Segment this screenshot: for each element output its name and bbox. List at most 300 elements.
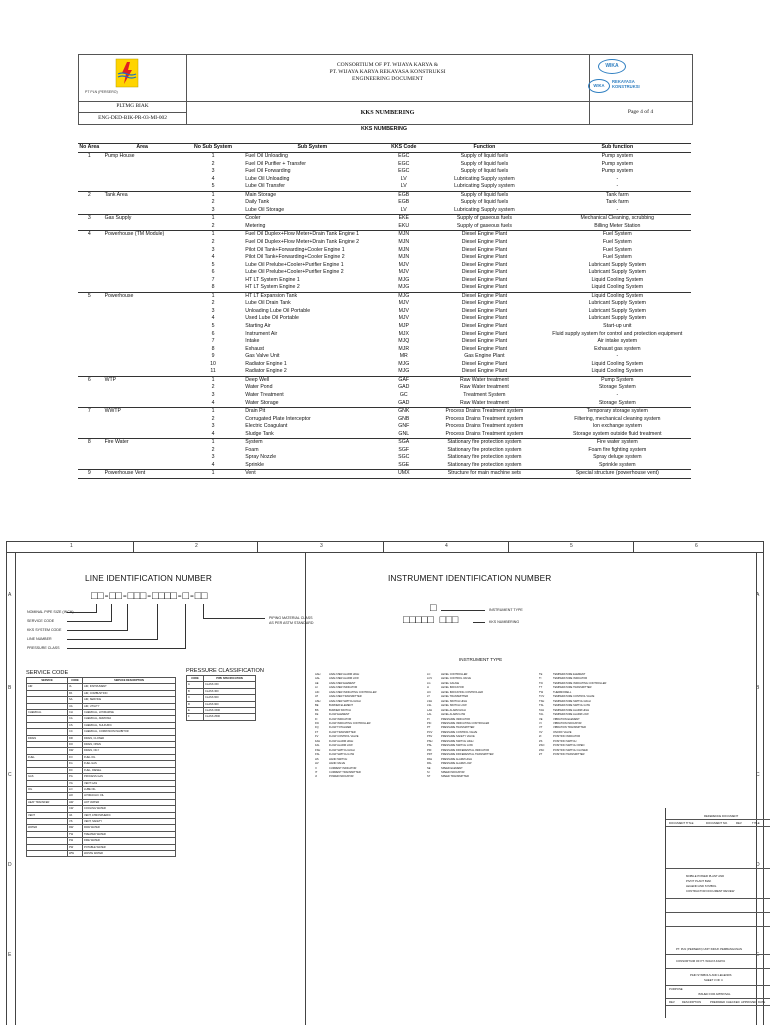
instrument-description: TEMPERATURE INDICATING CONTROLLER [553,681,607,685]
instrument-code: AIC [315,690,320,694]
cell-no-area [78,223,101,231]
cell-no-area [78,247,101,255]
svc-cell-code: CS [68,722,83,728]
svc-cell-code: PW [68,844,83,850]
cell-no-sub-system: 2 [211,446,215,453]
pc-cell-spec: CLASS 2500 [204,714,256,720]
cell-no-sub-system: 3 [211,246,215,253]
instrument-code: PSV [427,735,433,739]
svc-cell-service: GAS [27,774,68,780]
ruler-number: 3 [320,543,323,549]
cell-no-area [78,300,101,308]
cell-no-sub-system: 3 [211,391,215,398]
svc-cell-description: AIR, SERVICE [83,697,176,703]
cell-sub-function: Sprinkle system [598,461,636,468]
instrument-description: PRESSURE INDICATOR [441,717,471,721]
svc-cell-description: CHEMICAL, HYDRAZINE [83,710,176,716]
instrument-code: AE [315,681,319,685]
cell-no-area [78,277,101,285]
instrument-description: ON/OFF VALVE [553,730,572,734]
kks-row [78,447,691,455]
cell-no-sub-system: 11 [210,368,216,375]
cell-function: Raw Water treatment [425,376,543,384]
svc-cell-description: RAW WATER [83,825,176,831]
cell-sub-function: Lubricant Supply System [588,261,646,268]
cell-area [101,416,184,424]
instrument-description: LEVEL ALARM HIGH [441,708,466,712]
cell-function: Diesel Engine Plant [461,276,508,283]
cell-area: Fire Water [101,439,184,447]
cell-kks-code: EKU [398,222,410,229]
cell-kks-code: MR [399,353,408,360]
instrument-code: FAH [315,739,321,743]
drawing-title: P&ID SYMBOLS AND LEGENDS [690,973,732,977]
instrument-code: PSL [427,744,432,748]
svc-cell-code: WW [68,850,83,856]
instrument-description: FLOW ALARM LOW [329,744,353,748]
cell-function: Lubricating Supply system [454,183,515,190]
cell-area [101,338,184,346]
ruler-tick [133,542,134,552]
cell-no-area [78,269,101,277]
cell-area [101,199,184,207]
svc-cell-code: HW [68,799,83,805]
instrument-description: LEVEL TRANSMITTER [441,695,469,699]
cell-sub-system: Vent [242,470,382,479]
cell-sub-function: Foam fire fighting system [588,446,647,453]
instrument-code: ZT [539,753,543,757]
cell-no-sub-system: 5 [211,183,215,190]
cell-kks-code: GC [399,391,408,398]
svc-cell-service: DRAIN [27,735,68,741]
pc-cell-code: E [187,708,204,714]
instrument-code: TSL [539,704,544,708]
instrument-code: FIC [315,721,320,725]
cell-kks-code: EGC [398,168,410,175]
cell-area: Powerhouse [101,292,184,300]
svc-cell-service: FUEL [27,754,68,760]
cell-area [101,353,184,361]
project-line: LEGEND AND SYMBOL [686,884,717,888]
instrument-description: ANALYZER INDICATOR [329,686,358,690]
instrument-code: FAL [315,744,320,748]
cell-function: Stationary fire protection system [425,439,543,447]
cell-no-sub-system: 9 [211,353,215,360]
cell-sub-function: Fuel System [602,239,632,246]
kks-row [78,176,691,184]
instrument-description: LEVEL INDICATOR [441,686,464,690]
svc-cell-description: AIR, INSTRUMENT [83,684,176,690]
cell-no-sub-system: 1 [184,231,242,239]
svc-cell-code: SA [68,697,83,703]
cell-area [101,262,184,270]
kks-row [78,416,691,424]
cell-sub-system: HT LT System Engine 1 [245,276,300,283]
cell-no-sub-system: 2 [211,300,215,307]
cell-sub-function: Liquid Cooling System [544,292,691,300]
leader-line [67,648,186,649]
cell-sub-system: Intake [245,338,260,345]
instrument-code: TCV [539,695,545,699]
cell-area: Pump House [104,153,135,159]
cell-no-area [78,454,101,462]
instrument-code: AI [315,686,318,690]
kks-row [78,323,691,331]
instrument-type-list-2 [427,673,493,780]
cell-no-area [78,315,101,323]
instrument-description: FLOW ELEMENT [329,713,350,717]
cell-sub-function: - [616,206,619,213]
cell-no-area [78,239,101,247]
wika-rekayasa-line: REKAYASA [612,79,635,84]
cell-function: Diesel Engine Plant [461,300,508,307]
leader-line [185,604,186,648]
svc-cell-description: VENT GAS [83,780,176,786]
instrument-description: LEVEL ALARM LOW [441,713,466,717]
pc-col-spec: PIPE SPECIFICATION [204,676,256,682]
line-label: PRESSURE CLASS [27,646,60,650]
instrument-description: PRESSURE ALARM LOW [441,762,472,766]
cell-sub-system: Fuel Oil Purifier + Transfer [245,160,306,167]
cell-kks-code: EGB [382,191,425,199]
kks-row [78,215,691,223]
cell-sub-system: Lube Oil Prelube+Cooler+Purifier Engine 2 [245,269,344,276]
leader-line [203,604,204,618]
cell-function: Diesel Engine Plant [461,246,508,253]
cell-kks-code: GNB [398,415,410,422]
kks-row [78,247,691,255]
cell-no-area [78,384,101,392]
instrument-code: LC [427,673,431,676]
line-id-format: □□-□□-□□□-□□□□-□-□□ [91,591,207,603]
svc-cell-description: FUEL, DIESEL [83,767,176,773]
consortium-line: CONSORTIUM OF PT. WIJAYA KARYA & [336,62,439,68]
cell-sub-function: Temporary storage system [544,408,691,416]
cell-sub-system: Deep Well [242,376,382,384]
cell-sub-system: Corrugated Plate Interceptor [245,415,311,422]
cell-function: Raw Water treatment [459,384,509,391]
cell-no-sub-system: 8 [211,284,215,291]
title-block-line [666,819,770,820]
cell-kks-code: GNL [398,430,410,437]
kks-row [78,346,691,354]
instrument-description: PRESSURE INDICATING CONTROLLER [441,721,490,725]
title-block-line [666,826,770,827]
kks-number-boxes: □□□□□ □□□ [403,615,458,627]
cell-function: Supply of gaseous fuels [425,215,543,223]
instrument-description: HAND VALVE [329,762,346,766]
document-number: ENG-DED-BIK-PR-03-MI-002 [79,112,187,124]
svc-cell-code: CA [68,716,83,722]
wika-logo: WIKA [598,59,626,74]
instrument-code: FI [315,717,318,721]
cell-kks-code: EGC [398,160,410,167]
cell-area: WWTP [101,408,184,416]
ruler-number: 4 [445,543,448,549]
ruler-number: 6 [695,543,698,549]
cell-sub-function: Liquid Cooling System [591,368,644,375]
svc-cell-description: VENT, SAFETY [83,818,176,824]
cell-function: Diesel Engine Plant [461,338,508,345]
cell-sub-system: Electric Coagulant [245,423,288,430]
cell-no-area: 6 [78,376,101,384]
cell-no-area [78,361,101,369]
col-kks-code: KKS Code [382,144,425,153]
cell-no-sub-system: 6 [211,330,215,337]
kks-row [78,431,691,439]
instrument-description: LEVEL SWITCH LOW [441,704,467,708]
cell-function: Supply of liquid fuels [460,160,509,167]
cell-sub-system: Drain Pit [242,408,382,416]
cell-area [101,254,184,262]
cell-area [101,247,184,255]
cell-kks-code: EKE [382,215,425,223]
page-number: Page 4 of 4 [627,109,654,115]
instrument-description: POSITION SWITCH OPEN [553,744,585,748]
title-block-line [666,898,770,899]
cell-no-area: 8 [78,439,101,447]
instrument-code: LSH [427,699,433,703]
cell-sub-function: - [616,183,619,190]
cell-function: Raw Water treatment [459,399,509,406]
cell-sub-function: Ion exchange system [592,423,642,430]
instrument-code: ZSC [539,748,545,752]
kks-row [78,223,691,231]
kks-row [78,300,691,308]
svc-cell-description: DRAIN, CLOSED [83,735,176,741]
pc-cell-spec: CLASS 1500 [204,708,256,714]
cell-no-area [78,447,101,455]
pln-caption: PT PLN (PERSERO) [85,90,118,94]
cell-no-sub-system: 10 [210,360,216,367]
kks-row [78,392,691,400]
cell-sub-system: Starting Air [245,323,271,330]
instrument-code: LT [427,695,430,699]
title-block-line [666,998,770,999]
cell-area [101,308,184,316]
svc-cell-code: DO [68,742,83,748]
cell-kks-code: MJR [398,345,410,352]
cell-kks-code: MJX [398,330,409,337]
cell-sub-function: Special structure (powerhouse vent) [544,470,691,479]
instrument-description: TEMPERATURE SWITCH LOW [553,704,590,708]
cell-kks-code: MJN [398,254,410,261]
ruler-tick [633,542,634,552]
instrument-code: FQ [315,726,319,730]
cell-no-sub-system: 7 [211,276,215,283]
ruler-number: 1 [70,543,73,549]
cell-sub-system: Spray Nozzle [245,454,277,461]
instrument-code: AT [315,695,319,699]
instrument-description: TEMPERATURE ALARM HIGH [553,708,590,712]
svc-cell-service [27,850,68,856]
instrument-code: LIC [427,690,432,694]
instrument-description: HAND SWITCH [329,757,348,761]
instrument-code: JI [315,775,318,779]
wika-rekayasa-logo [588,78,652,94]
kks-row [78,183,691,191]
leader-line [67,621,112,622]
col-area: Area [101,144,184,153]
instrument-code: LCV [427,677,433,681]
leader-line [111,604,112,621]
cell-area: Tank Area [101,191,184,199]
instrument-description: ANALYZER ALARM LOW [329,677,359,681]
svc-cell-service: CHEMICAL [27,710,68,716]
cell-sub-system: Sprinkle [245,461,264,468]
svc-col-code: CODE [68,678,83,684]
cell-no-area: 2 [78,191,101,199]
reference-title: REFERENCE DOCUMENT [704,814,739,818]
cell-area [101,300,184,308]
instrument-type-item [539,753,606,757]
cell-area [101,431,184,439]
instrument-code: ST [427,775,431,779]
instrument-code: FSH [315,748,321,752]
svc-cell-description: CHEMICAL, CORROSION INHIBITOR [83,729,176,735]
kks-row [78,231,691,239]
instrument-description: FLOW INDICATING CONTROLLER [329,721,371,725]
pc-cell-code: A [187,682,204,688]
instrument-description: TEMPERATURE ELEMENT [553,673,586,676]
cell-kks-code: LV [400,206,407,213]
cell-function: Diesel Engine Plant [461,269,508,276]
instrument-code: VI [539,721,542,725]
cell-sub-function: Lubricant Supply System [588,269,646,276]
cell-area [101,239,184,247]
instrument-id-title: INSTRUMENT IDENTIFICATION NUMBER [388,573,552,583]
instrument-code: TSH [539,699,545,703]
svc-cell-description: TREATED WATER [83,831,176,837]
instrument-code: PAH [427,757,433,761]
ref-header: DOCUMENT NO. [706,821,728,825]
cell-kks-code: MJG [398,360,410,367]
cell-kks-code: MJN [398,239,410,246]
cell-area [101,284,184,292]
cell-kks-code: LV [400,183,407,190]
instrument-description: PRESSURE ALARM HIGH [441,757,472,761]
cell-no-sub-system: 1 [184,292,242,300]
cell-sub-system: Fuel Oil Forwarding [245,168,291,175]
instrument-description: ANALYZER INDICATING CONTROLLER [329,690,377,694]
kks-row [78,284,691,292]
cell-sub-system: Radiator Engine 2 [245,368,287,375]
col-no-sub-system: No Sub System [184,144,242,153]
cell-function: Diesel Engine Plant [461,360,508,367]
rev-header: REV [669,1000,675,1004]
pc-cell-code: B [187,688,204,694]
col-function: Function [425,144,543,153]
cell-sub-system: Used Lube Oil Portable [245,315,299,322]
kks-row [78,315,691,323]
kks-row [78,439,691,447]
cell-sub-system: Daily Tank [245,199,270,206]
ref-header: DOCUMENT TITLE [669,821,694,825]
instrument-description: LEVEL SWITCH HIGH [441,699,468,703]
instrument-description: PRESSURE TRANSMITTER [441,726,475,730]
instrument-description: TEMPERATURE CONTROL VALVE [553,695,595,699]
leader-line [441,610,485,611]
cell-area: Gas Supply [101,215,184,223]
cell-no-area [78,262,101,270]
cell-kks-code: EGC [398,153,410,159]
leader-line [127,604,128,630]
instrument-label: INSTRUMENT TYPE [489,608,523,612]
cell-sub-system: Sludge Tank [245,430,274,437]
line-label: SERVICE CODE [27,619,55,623]
cell-sub-system: HT LT Expansion Tank [242,292,382,300]
cell-function: Gas Engine Plant [464,353,505,360]
instrument-code: ZS [539,739,543,743]
kks-row [78,462,691,470]
instrument-code: VE [539,717,543,721]
instrument-code: SI [427,770,430,774]
instrument-code: AAH [315,673,321,676]
cell-no-sub-system: 4 [211,399,215,406]
ref-header: TITLE [752,821,760,825]
piping-class-note: AS PER ASTM STANDARD [269,621,314,625]
col-sub-function: Sub function [544,144,691,153]
cell-sub-system: Radiator Engine 1 [245,360,287,367]
cell-sub-system: Lube Oil Unloading [245,175,290,182]
cell-kks-code: UMX [382,470,425,479]
ruler-number: 5 [570,543,573,549]
svc-col-service: SERVICE [27,678,68,684]
instrument-description: PRESSURE DIFFERENTIAL INDICATOR [441,748,490,752]
kks-row [78,277,691,285]
instrument-type-title: INSTRUMENT TYPE [459,657,503,662]
cell-no-area [78,338,101,346]
cell-no-area [78,346,101,354]
svc-cell-service: AIR [27,684,68,690]
sheet-number: SHEET 3 OF 4 [704,978,723,982]
instrument-type-item [427,775,493,779]
instrument-code: BE [315,704,319,708]
cell-sub-system: Lube Oil Storage [245,206,285,213]
instrument-description: TEMPERATURE ALARM LOW [553,713,589,717]
svc-cell-description: FIRE WATER [83,838,176,844]
cell-sub-system: Lube Oil Drain Tank [245,300,291,307]
cell-sub-system: Pilot Oil Tank+Forwarding+Cooler Engine 2 [245,254,345,261]
pc-cell-code: F [187,714,204,720]
kks-row [78,353,691,361]
instrument-code: PSH [427,739,433,743]
kks-row [78,338,691,346]
pln-logo-icon [115,58,139,88]
kks-row [78,262,691,270]
cell-no-area [78,392,101,400]
cell-no-sub-system: 1 [184,215,242,223]
cell-no-area [78,199,101,207]
title-block-line [666,954,770,955]
instrument-code: LAL [427,713,432,717]
instrument-code: LAH [427,708,433,712]
svc-cell-service: HEAT TRANSFER [27,799,68,805]
cell-sub-function: Fuel System [602,254,632,261]
instrument-code: XV [539,730,543,734]
cell-area [101,384,184,392]
instrument-code: SE [427,766,431,770]
svc-cell-code: VS [68,818,83,824]
title-block-line [666,868,770,869]
instrument-description: PRESSURE DIFFERENTIAL TRANSMITTER [441,753,494,757]
instrument-description: POSITION TRANSMITTER [553,753,585,757]
instrument-type-list-3 [539,673,606,758]
cell-function: Process Drains Treatment system [425,408,543,416]
cell-kks-code: GAD [398,384,410,391]
cell-sub-system: Water Pond [245,384,273,391]
pressure-row [187,714,256,720]
